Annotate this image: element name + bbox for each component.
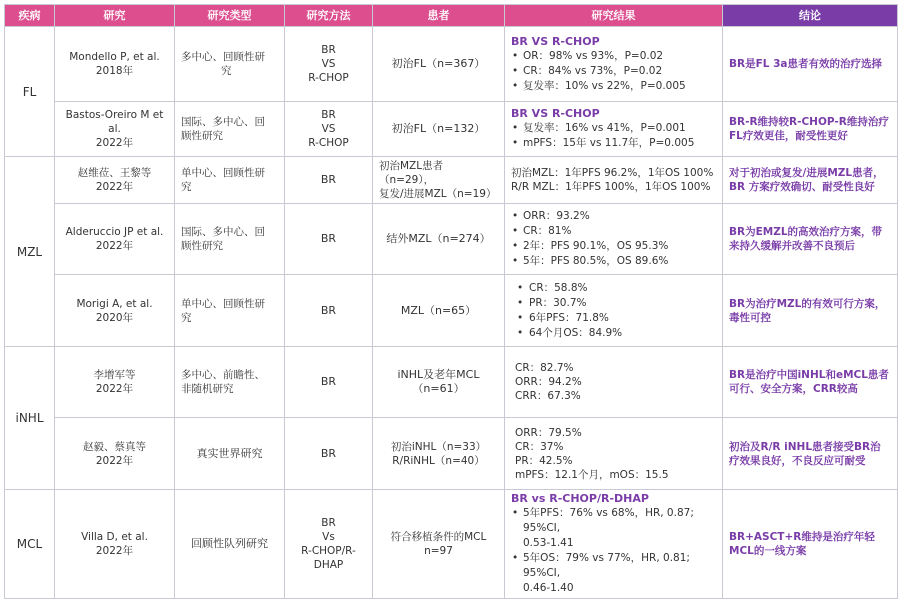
method-cell: BR Vs R-CHOP/R- DHAP	[285, 490, 373, 599]
study-cell: Villa D, et al. 2022年	[55, 490, 175, 599]
header-method: 研究方法	[285, 5, 373, 27]
type-cell: 真实世界研究	[175, 418, 285, 490]
type-cell: 国际、多中心、回 顾性研究	[175, 204, 285, 275]
results-heading: BR VS R-CHOP	[511, 34, 600, 48]
result-item: • 复发率：10% vs 22%，P=0.005	[511, 79, 716, 94]
result-item: CRR：67.3%	[515, 390, 581, 402]
type-cell: 回顾性队列研究	[175, 490, 285, 599]
table-row	[5, 157, 898, 204]
result-item: • 2年：PFS 90.1%，OS 95.3%	[511, 239, 716, 254]
results-cell	[505, 490, 723, 599]
header-patients: 患者	[373, 5, 505, 27]
disease-cell: FL	[5, 27, 55, 157]
study-table	[4, 4, 898, 599]
table-row	[5, 204, 898, 275]
header-study: 研究	[55, 5, 175, 27]
disease-cell: iNHL	[5, 347, 55, 490]
patients-cell: 初治iNHL（n=33） R/RiNHL（n=40）	[373, 418, 505, 490]
conclusion-cell: BR为治疗MZL的有效可行方案，毒性可控	[723, 275, 898, 347]
patients-cell: 初治FL（n=132）	[373, 102, 505, 157]
conclusion-cell: BR+ASCT+R维持是治疗年轻MCL的一线方案	[723, 490, 898, 599]
result-item: • CR：84% vs 73%，P=0.02	[511, 64, 716, 79]
header-row	[5, 5, 898, 27]
method-cell: BR	[285, 204, 373, 275]
table-row	[5, 102, 898, 157]
patients-cell: 初治FL（n=367）	[373, 27, 505, 102]
result-item: ORR：79.5%	[515, 426, 582, 439]
result-item: • OR：98% vs 93%，P=0.02	[511, 49, 716, 64]
type-cell: 国际、多中心、回 顾性研究	[175, 102, 285, 157]
table-row	[5, 347, 898, 418]
header-results: 研究结果	[505, 5, 723, 27]
results-cell	[505, 102, 723, 157]
results-heading: BR VS R-CHOP	[511, 107, 600, 120]
type-cell: 多中心、前瞻性、 非随机研究	[175, 347, 285, 418]
study-cell: Alderuccio JP et al. 2022年	[55, 204, 175, 275]
result-item: CR：37%	[515, 440, 564, 453]
results-cell	[505, 27, 723, 102]
result-item: • CR：81%	[511, 224, 716, 239]
result-item: • PR：30.7%	[511, 296, 716, 311]
result-item: • ORR：93.2%	[511, 209, 716, 224]
method-cell: BR	[285, 157, 373, 204]
result-item: • 复发率：16% vs 41%，P=0.001	[511, 121, 716, 136]
result-item: • mPFS：15年 vs 11.7年，P=0.005	[511, 136, 716, 151]
conclusion-cell: BR是治疗中国iNHL和eMCL患者可行、安全方案，CRR较高	[723, 347, 898, 418]
patients-cell: MZL（n=65）	[373, 275, 505, 347]
conclusion-cell: 对于初治或复发/进展MZL患者，BR 方案疗效确切、耐受性良好	[723, 157, 898, 204]
study-cell: 赵毅、蔡真等 2022年	[55, 418, 175, 490]
result-item: CR：82.7%	[515, 362, 574, 374]
result-item: mPFS：12.1个月，mOS：15.5	[515, 468, 669, 481]
conclusion-cell: BR是FL 3a患者有效的治疗选择	[723, 27, 898, 102]
disease-cell: MCL	[5, 490, 55, 599]
result-item: • 64个月OS：84.9%	[511, 326, 716, 341]
results-cell	[505, 418, 723, 490]
patients-cell: 结外MZL（n=274）	[373, 204, 505, 275]
method-cell: BR	[285, 275, 373, 347]
table-row	[5, 27, 898, 102]
type-cell: 单中心、回顾性研 究	[175, 157, 285, 204]
conclusion-cell: BR为EMZL的高效治疗方案，带来持久缓解并改善不良预后	[723, 204, 898, 275]
method-cell: BR VS R-CHOP	[285, 27, 373, 102]
study-cell: 李增军等 2022年	[55, 347, 175, 418]
study-cell: Mondello P, et al. 2018年	[55, 27, 175, 102]
result-item: ORR：94.2%	[515, 376, 582, 388]
result-item: • 6年PFS：71.8%	[511, 311, 716, 326]
type-cell: 单中心、回顾性研 究	[175, 275, 285, 347]
table-row	[5, 490, 898, 599]
results-cell: 初治MZL：1年PFS 96.2%，1年OS 100% R/R MZL：1年PFS 100%，1年OS 100%	[505, 157, 723, 204]
result-item: PR：42.5%	[515, 454, 573, 467]
header-disease: 疾病	[5, 5, 55, 27]
result-item: • 5年：PFS 80.5%，OS 89.6%	[511, 254, 716, 269]
type-cell: 多中心、回顾性研 究	[175, 27, 285, 102]
conclusion-cell: 初治及R/R iNHL患者接受BR治疗效果良好，不良反应可耐受	[723, 418, 898, 490]
patients-cell: 初治MZL患者（n=29）， 复发/进展MZL（n=19）	[373, 157, 505, 204]
result-item: • 5年PFS：76% vs 68%，HR, 0.87; 95%CI, 0.53-1.41	[511, 506, 716, 551]
study-table-container	[4, 4, 897, 599]
result-item: • 5年OS：79% vs 77%，HR, 0.81; 95%CI, 0.46-1.40	[511, 551, 716, 596]
patients-cell: iNHL及老年MCL（n=61）	[373, 347, 505, 418]
results-cell	[505, 347, 723, 418]
method-cell: BR VS R-CHOP	[285, 102, 373, 157]
disease-cell: MZL	[5, 157, 55, 347]
table-row	[5, 418, 898, 490]
study-cell: Bastos-Oreiro M et al. 2022年	[55, 102, 175, 157]
study-cell: 赵维莅、王黎等 2022年	[55, 157, 175, 204]
results-cell	[505, 275, 723, 347]
method-cell: BR	[285, 418, 373, 490]
result-item: • CR：58.8%	[511, 281, 716, 296]
results-cell	[505, 204, 723, 275]
header-study-type: 研究类型	[175, 5, 285, 27]
conclusion-cell: BR-R维持较R-CHOP-R维持治疗FL疗效更佳，耐受性更好	[723, 102, 898, 157]
results-heading: BR vs R-CHOP/R-DHAP	[511, 492, 649, 505]
table-row	[5, 275, 898, 347]
study-cell: Morigi A, et al. 2020年	[55, 275, 175, 347]
header-conclusion: 结论	[723, 5, 898, 27]
method-cell: BR	[285, 347, 373, 418]
patients-cell: 符合移植条件的MCL n=97	[373, 490, 505, 599]
